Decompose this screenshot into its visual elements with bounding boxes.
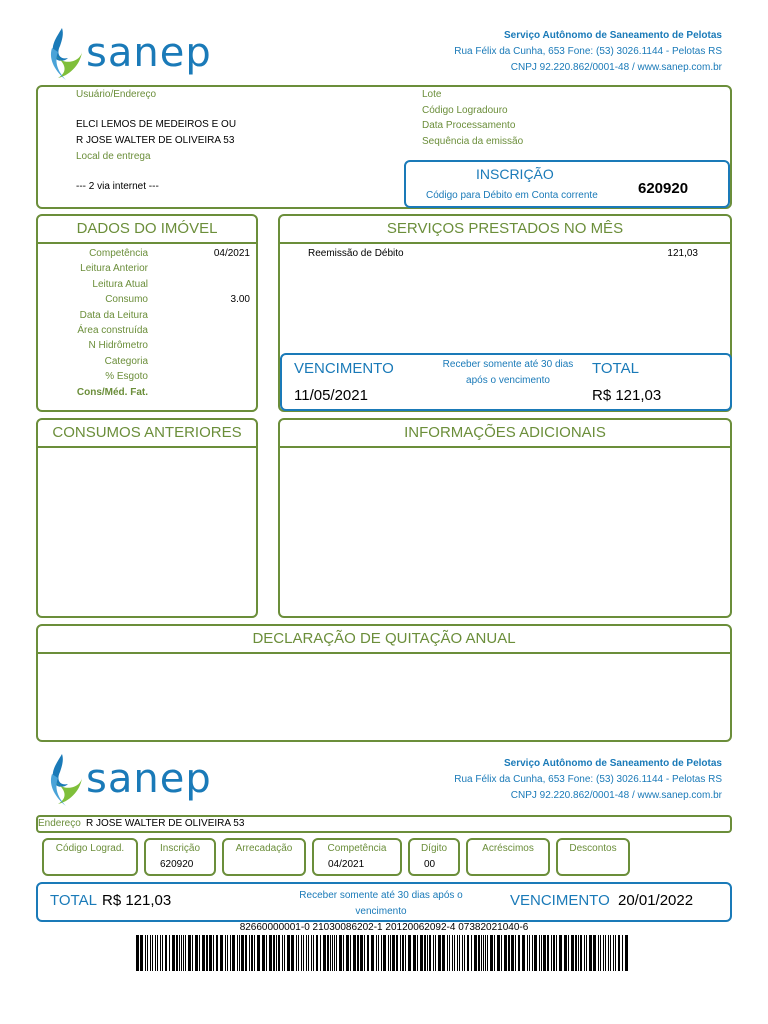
barcode-bar: [249, 935, 250, 971]
lote-label: Lote: [422, 89, 442, 100]
total-title: TOTAL: [592, 360, 639, 377]
barcode-bar: [306, 935, 307, 971]
barcode-bar: [378, 935, 379, 971]
barcode-bar: [183, 935, 184, 971]
barcode-bar: [169, 935, 170, 971]
imovel-label: Leitura Anterior: [80, 263, 148, 275]
stub-venc-value: 20/01/2022: [618, 892, 694, 909]
barcode-bar: [334, 935, 335, 971]
barcode: [136, 935, 632, 971]
barcode-bar: [360, 935, 363, 971]
barcode-bar: [556, 935, 557, 971]
barcode-bar: [553, 935, 555, 971]
barcode-bar: [241, 935, 244, 971]
servicos-title: SERVIÇOS PRESTADOS NO MÊS: [280, 216, 730, 244]
barcode-bar: [529, 935, 530, 971]
barcode-bar: [150, 935, 151, 971]
field-label: Arrecadação: [235, 843, 293, 854]
sequencia-label: Sequência da emissão: [422, 136, 524, 147]
barcode-bar: [367, 935, 369, 971]
barcode-bar: [534, 935, 537, 971]
barcode-bar: [438, 935, 441, 971]
barcode-bar: [353, 935, 356, 971]
local-label: Local de entrega: [76, 151, 151, 162]
barcode-bar: [454, 935, 455, 971]
barcode-bar: [474, 935, 477, 971]
barcode-bar: [613, 935, 614, 971]
barcode-bar: [522, 935, 525, 971]
barcode-bar: [330, 935, 331, 971]
barcode-bar: [269, 935, 272, 971]
imovel-label: Área construída: [77, 325, 148, 336]
stub-total-bar: [36, 882, 732, 922]
barcode-bar: [237, 935, 238, 971]
barcode-bar: [497, 935, 500, 971]
barcode-bar: [308, 935, 309, 971]
imovel-label: Leitura Atual: [92, 278, 148, 290]
barcode-bar: [504, 935, 507, 971]
barcode-bar: [284, 935, 285, 971]
company-address: Rua Félix da Cunha, 653 Fone: (53) 3026.1144 - Pelotas RS: [454, 774, 722, 785]
barcode-bar: [332, 935, 333, 971]
barcode-bar: [296, 935, 297, 971]
barcode-bar: [459, 935, 460, 971]
field-label: Descontos: [569, 843, 617, 854]
barcode-bar: [323, 935, 326, 971]
company-name: Serviço Autônomo de Saneamento de Pelotas: [503, 758, 722, 769]
barcode-bar: [429, 935, 431, 971]
field-digito: [408, 838, 460, 876]
vencimento-note: Receber somente até 30 dias após o vencimento: [442, 359, 574, 386]
barcode-bar: [420, 935, 423, 971]
barcode-bar: [336, 935, 337, 971]
barcode-bar: [447, 935, 448, 971]
barcode-bar: [435, 935, 436, 971]
barcode-bar: [575, 935, 577, 971]
inscricao-box: [404, 160, 730, 208]
imovel-value: 04/2021: [213, 248, 250, 259]
imovel-title: DADOS DO IMÓVEL: [38, 216, 256, 244]
barcode-bar: [291, 935, 294, 971]
barcode-bar: [313, 935, 314, 971]
field-value: 00: [424, 859, 436, 870]
barcode-bar: [487, 935, 488, 971]
barcode-bar: [245, 935, 247, 971]
barcode-bar: [364, 935, 365, 971]
imovel-label: % Esgoto: [105, 371, 148, 383]
barcode-bar: [603, 935, 604, 971]
barcode-bar: [152, 935, 153, 971]
barcode-bar: [405, 935, 406, 971]
barcode-bar: [402, 935, 404, 971]
barcode-bar: [593, 935, 596, 971]
barcode-bar: [311, 935, 312, 971]
barcode-bar: [478, 935, 480, 971]
barcode-bar: [615, 935, 616, 971]
barcode-bar: [239, 935, 240, 971]
vencimento-box: [280, 353, 732, 411]
barcode-bar: [195, 935, 198, 971]
imovel-label: N Hidrômetro: [88, 340, 148, 352]
barcode-bar: [605, 935, 606, 971]
barcode-bar: [571, 935, 574, 971]
barcode-bar: [413, 935, 416, 971]
informacoes-box: [278, 418, 732, 618]
barcode-bar: [618, 935, 620, 971]
barcode-bar: [584, 935, 585, 971]
barcode-bar: [251, 935, 253, 971]
barcode-bar: [202, 935, 205, 971]
barcode-bar: [230, 935, 231, 971]
servico-item-name: Reemissão de Débito: [308, 248, 404, 259]
barcode-bar: [220, 935, 223, 971]
endereco-value: R JOSE WALTER DE OLIVEIRA 53: [86, 818, 245, 829]
barcode-bar: [140, 935, 143, 971]
vencimento-date: 11/05/2021: [294, 387, 368, 404]
barcode-bar: [471, 935, 472, 971]
stub-note: Receber somente até 30 dias após o vencimento: [299, 890, 463, 917]
barcode-bar: [462, 935, 463, 971]
customer-name: ELCI LEMOS DE MEDEIROS E OU: [76, 119, 237, 130]
barcode-bar: [176, 935, 178, 971]
barcode-bar: [301, 935, 302, 971]
barcode-bar: [257, 935, 260, 971]
barcode-bar: [481, 935, 482, 971]
barcode-bar: [424, 935, 426, 971]
barcode-bar: [383, 935, 386, 971]
field-label: Competência: [327, 843, 387, 854]
company-cnpj: CNPJ 92.220.862/0001-48 / www.sanep.com.br: [510, 62, 722, 73]
barcode-bar: [199, 935, 200, 971]
barcode-bar: [147, 935, 148, 971]
barcode-bar: [227, 935, 228, 971]
stub-total-label: TOTAL: [50, 892, 97, 909]
barcode-bar: [392, 935, 395, 971]
imovel-label: Categoria: [104, 355, 148, 367]
company-cnpj: CNPJ 92.220.862/0001-48 / www.sanep.com.br: [510, 790, 722, 801]
barcode-bar: [600, 935, 601, 971]
barcode-bar: [490, 935, 493, 971]
usuario-label: Usuário/Endereço: [76, 89, 157, 100]
stub-total-value: R$ 121,03: [102, 892, 172, 909]
consumos-box: [36, 418, 258, 618]
barcode-bar: [162, 935, 163, 971]
barcode-bar: [559, 935, 562, 971]
imovel-label: Data da Leitura: [79, 309, 148, 321]
barcode-bar: [400, 935, 401, 971]
field-competencia: [312, 838, 402, 876]
barcode-bar: [408, 935, 411, 971]
barcode-bar: [303, 935, 304, 971]
logo-text: sanep: [86, 30, 212, 76]
barcode-bar: [541, 935, 542, 971]
barcode-bar: [586, 935, 587, 971]
field-label: Código Lograd.: [55, 843, 125, 854]
endereco-bar: [36, 815, 732, 833]
barcode-bar: [539, 935, 540, 971]
barcode-bar: [192, 935, 193, 971]
barcode-bar: [452, 935, 453, 971]
barcode-bar: [608, 935, 609, 971]
codigo-logradouro-label: Código Logradouro: [422, 105, 508, 116]
barcode-bar: [262, 935, 265, 971]
barcode-bar: [216, 935, 218, 971]
field-label: Acréscimos: [482, 843, 534, 854]
barcode-bar: [232, 935, 235, 971]
barcode-bar: [287, 935, 290, 971]
inscricao-value: 620920: [638, 180, 689, 197]
barcode-bar: [273, 935, 275, 971]
barcode-bar: [464, 935, 465, 971]
field-acrescimos: [466, 838, 550, 876]
barcode-bar: [225, 935, 226, 971]
barcode-bar: [185, 935, 186, 971]
barcode-bar: [282, 935, 283, 971]
barcode-bar: [543, 935, 546, 971]
imovel-label: Consumo: [105, 294, 148, 306]
barcode-bar: [625, 935, 628, 971]
barcode-bar: [206, 935, 208, 971]
barcode-bar: [165, 935, 167, 971]
informacoes-title: INFORMAÇÕES ADICIONAIS: [280, 420, 730, 448]
barcode-bar: [564, 935, 567, 971]
servico-item-value: 121,03: [667, 248, 698, 259]
data-processamento-label: Data Processamento: [422, 120, 516, 131]
barcode-bar: [371, 935, 374, 971]
barcode-bar: [381, 935, 382, 971]
stub-venc-label: VENCIMENTO: [510, 892, 610, 909]
vencimento-title: VENCIMENTO: [294, 360, 394, 377]
barcode-bar: [357, 935, 359, 971]
barcode-bar: [388, 935, 389, 971]
barcode-bar: [266, 935, 267, 971]
barcode-bar: [172, 935, 175, 971]
barcode-bar: [511, 935, 514, 971]
barcode-bar: [483, 935, 484, 971]
barcode-bar: [276, 935, 277, 971]
declaracao-box: [36, 624, 732, 742]
barcode-bar: [136, 935, 139, 971]
field-label: Dígito: [420, 843, 448, 854]
field-value: 620920: [160, 859, 194, 870]
sanep-logo: [46, 26, 212, 82]
barcode-bar: [494, 935, 495, 971]
barcode-bar: [485, 935, 486, 971]
barcode-bar: [316, 935, 318, 971]
barcode-bar: [442, 935, 445, 971]
barcode-bar: [467, 935, 469, 971]
water-drop-icon: [46, 26, 86, 82]
consumos-title: CONSUMOS ANTERIORES: [38, 420, 256, 448]
inscricao-title: INSCRIÇÃO: [476, 166, 554, 182]
field-arrecadacao: [222, 838, 306, 876]
company-info-stub: [454, 756, 722, 804]
barcode-bar: [327, 935, 329, 971]
declaracao-title: DECLARAÇÃO DE QUITAÇÃO ANUAL: [38, 626, 730, 654]
delivery-text: --- 2 via internet ---: [76, 181, 159, 192]
barcode-bar: [145, 935, 146, 971]
sanep-logo-stub: [46, 752, 212, 808]
barcode-bar: [449, 935, 450, 971]
barcode-bar: [278, 935, 280, 971]
field-inscricao: [144, 838, 216, 876]
barcode-bar: [396, 935, 398, 971]
field-label: Inscrição: [159, 843, 200, 854]
barcode-bar: [578, 935, 579, 971]
barcode-bar: [518, 935, 520, 971]
barcode-bar: [457, 935, 458, 971]
company-name: Serviço Autônomo de Saneamento de Pelotas: [503, 30, 722, 41]
barcode-bar: [157, 935, 158, 971]
barcode-bar: [160, 935, 161, 971]
imovel-value: 3.00: [230, 294, 250, 306]
barcode-bar: [508, 935, 510, 971]
barcode-bar: [417, 935, 418, 971]
customer-address: R JOSE WALTER DE OLIVEIRA 53: [76, 135, 235, 146]
barcode-bar: [598, 935, 599, 971]
barcode-bar: [527, 935, 528, 971]
logo-text: sanep: [86, 756, 212, 802]
barcode-bar: [213, 935, 214, 971]
inscricao-subtitle: Código para Débito em Conta corrente: [426, 190, 598, 201]
barcode-bar: [589, 935, 592, 971]
total-value: R$ 121,03: [592, 387, 662, 404]
barcode-bar: [390, 935, 391, 971]
imovel-label: Competência: [89, 248, 148, 259]
barcode-bar: [188, 935, 191, 971]
field-descontos: [556, 838, 630, 876]
barcode-bar: [501, 935, 502, 971]
barcode-bar: [427, 935, 428, 971]
barcode-number: 82660000001-0 21030086202-1 20120062092-4 07382021040-6: [239, 922, 529, 933]
barcode-bar: [346, 935, 349, 971]
endereco-label: Endereço: [38, 818, 81, 829]
imovel-box: [36, 214, 258, 412]
barcode-bar: [622, 935, 623, 971]
barcode-bar: [350, 935, 351, 971]
barcode-bar: [610, 935, 611, 971]
barcode-bar: [209, 935, 212, 971]
barcode-bar: [343, 935, 344, 971]
company-address: Rua Félix da Cunha, 653 Fone: (53) 3026.1144 - Pelotas RS: [454, 46, 722, 57]
barcode-bar: [568, 935, 569, 971]
barcode-bar: [515, 935, 516, 971]
imovel-label: Cons/Méd. Fat.: [76, 386, 148, 398]
field-value: 04/2021: [328, 859, 365, 870]
barcode-bar: [580, 935, 582, 971]
barcode-bar: [376, 935, 377, 971]
barcode-bar: [551, 935, 552, 971]
barcode-bar: [320, 935, 321, 971]
company-info: [454, 28, 722, 76]
barcode-bar: [532, 935, 533, 971]
barcode-bar: [433, 935, 434, 971]
water-drop-icon: [46, 752, 86, 808]
barcode-bar: [181, 935, 182, 971]
barcode-bar: [339, 935, 342, 971]
barcode-bar: [179, 935, 180, 971]
field-codigo-lograd: [42, 838, 138, 876]
barcode-bar: [155, 935, 156, 971]
barcode-bar: [547, 935, 549, 971]
barcode-bar: [254, 935, 255, 971]
barcode-bar: [298, 935, 299, 971]
